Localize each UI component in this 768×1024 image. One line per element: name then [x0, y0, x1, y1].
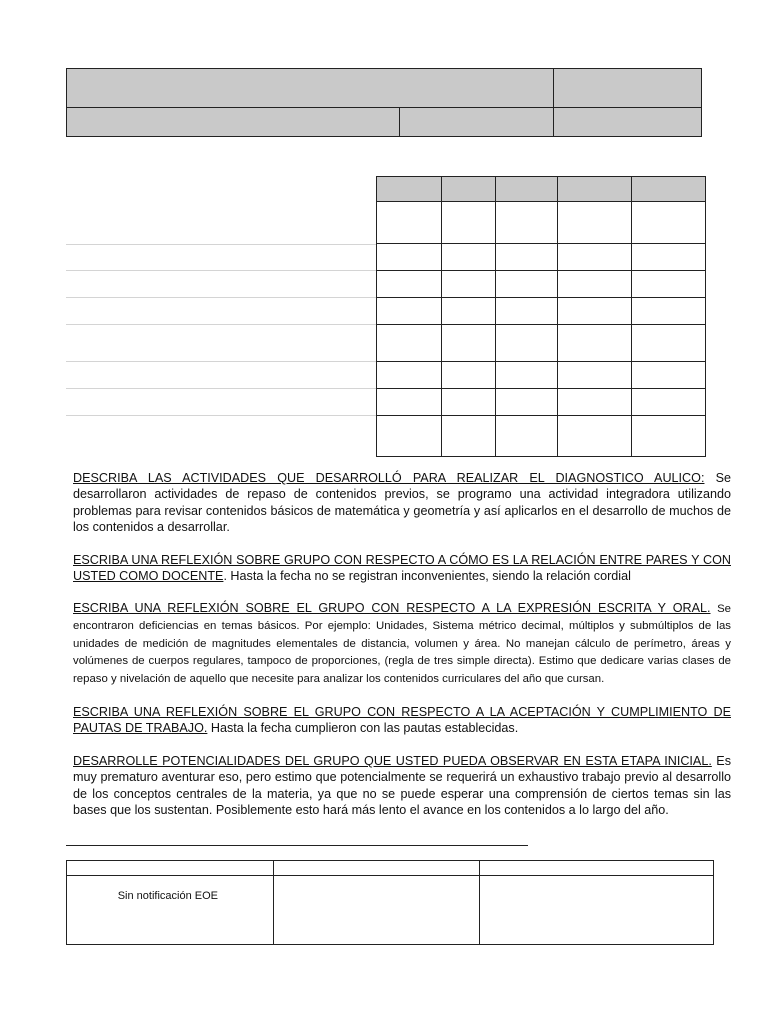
grid-row	[377, 298, 706, 325]
signature-line	[66, 845, 528, 846]
header-subcell-3	[553, 107, 702, 137]
grid-cell	[632, 416, 706, 457]
grid-cell	[558, 202, 632, 244]
answer-text: . Hasta la fecha no se registran inconvenientes, siendo la relación cordial	[223, 569, 631, 584]
row-line	[66, 297, 377, 298]
grid-cell	[632, 177, 706, 202]
grid-row	[377, 202, 706, 244]
grid-cell	[377, 298, 442, 325]
footer-cell	[273, 876, 480, 945]
evaluation-grid	[376, 176, 706, 457]
grid-cell	[441, 325, 495, 362]
paragraph-guidelines	[73, 704, 731, 737]
footer-cell	[67, 861, 274, 876]
footer-table	[66, 860, 714, 945]
row-line	[66, 388, 377, 389]
header-subcell-2	[399, 107, 554, 137]
grid-cell	[377, 202, 442, 244]
answer-text: Es muy prematuro aventurar eso, pero estimo que potencialmente se requerirá un exhaustivo trabajo previo al desarrollo de los conceptos centrales de la materia, ya que no se puede esperar una comprensión de ciertos temas sin las bases que los sustentan. Posiblemente esto hará más lento el avance en los contenidos a lo largo del año.	[73, 754, 731, 818]
grid-cell	[632, 202, 706, 244]
grid-cell	[377, 271, 442, 298]
grid-cell	[632, 362, 706, 389]
grid-cell	[377, 389, 442, 416]
grid-header-row	[377, 177, 706, 202]
grid-cell	[441, 177, 495, 202]
header-subcell-1	[66, 107, 400, 137]
grid-cell	[441, 271, 495, 298]
grid-cell	[632, 389, 706, 416]
footer-cell	[273, 861, 480, 876]
grid-cell	[495, 298, 558, 325]
grid-cell	[558, 177, 632, 202]
grid-cell	[495, 177, 558, 202]
question-text: ESCRIBA UNA REFLEXIÓN SOBRE GRUPO CON RESPECTO A CÓMO ES LA RELACIÓN ENTRE PARES Y CON USTED COMO DOCENTE	[73, 553, 731, 584]
grid-cell	[558, 362, 632, 389]
grid-cell	[441, 362, 495, 389]
footer-cell	[480, 861, 714, 876]
answer-text: Se encontraron deficiencias en temas básicos. Por ejemplo: Unidades, Sistema métrico decimal, múltiplos y submúltiplos de las unidades de medición de magnitudes elementales de distancia, volumen y área. No manejan cálculo de perímetro, áreas y volúmenes de cuerpos regulares, tampoco de proporciones, (regla de tres simple directa). Estimo que dedicare varias clases de repaso y nivelación de aquello que necesite para analizar los contenidos curriculares del año que cursan.	[73, 603, 731, 685]
grid-cell	[377, 177, 442, 202]
footer-body-row	[67, 876, 714, 945]
grid-cell	[495, 416, 558, 457]
paragraph-potential	[73, 753, 731, 819]
row-line	[66, 415, 377, 416]
eoe-note	[67, 876, 274, 945]
grid-cell	[495, 389, 558, 416]
paragraph-relationships	[73, 552, 731, 585]
grid-cell	[377, 325, 442, 362]
grid-cell	[632, 298, 706, 325]
paragraph-activities	[73, 470, 731, 536]
paragraph-expression	[73, 600, 731, 688]
grid-cell	[558, 416, 632, 457]
grid-cell	[377, 244, 442, 271]
grid-row	[377, 325, 706, 362]
grid-cell	[558, 271, 632, 298]
grid-cell	[441, 298, 495, 325]
footer-header-row	[67, 861, 714, 876]
footer-cell	[480, 876, 714, 945]
grid-cell	[377, 362, 442, 389]
grid-row	[377, 389, 706, 416]
row-line	[66, 244, 377, 245]
question-text: ESCRIBA UNA REFLEXIÓN SOBRE EL GRUPO CON RESPECTO A LA ACEPTACIÓN Y CUMPLIMIENTO DE PAUTAS DE TRABAJO.	[73, 705, 731, 736]
grid-cell	[495, 271, 558, 298]
grid-cell	[441, 202, 495, 244]
question-text: DESARROLLE POTENCIALIDADES DEL GRUPO QUE USTED PUEDA OBSERVAR EN ESTA ETAPA INICIAL.	[73, 754, 712, 768]
grid-cell	[632, 271, 706, 298]
grid-row	[377, 362, 706, 389]
grid-cell	[495, 325, 558, 362]
grid-cell	[441, 389, 495, 416]
grid-cell	[632, 244, 706, 271]
question-text: ESCRIBA UNA REFLEXIÓN SOBRE EL GRUPO CON RESPECTO A LA EXPRESIÓN ESCRITA Y ORAL.	[73, 601, 711, 615]
grid-cell	[558, 325, 632, 362]
grid-row	[377, 416, 706, 457]
grid-cell	[495, 362, 558, 389]
grid-cell	[495, 202, 558, 244]
grid-cell	[377, 416, 442, 457]
eoe-note-text: Sin notificación EOE	[117, 890, 218, 902]
answer-text: Hasta la fecha cumplieron con las pautas establecidas.	[210, 721, 519, 736]
header-right-cell	[553, 68, 702, 108]
row-line	[66, 361, 377, 362]
grid-cell	[558, 244, 632, 271]
header-title-cell	[66, 68, 554, 108]
grid-cell	[558, 389, 632, 416]
grid-cell	[632, 325, 706, 362]
row-line	[66, 324, 377, 325]
grid-cell	[441, 244, 495, 271]
answer-text: Se desarrollaron actividades de repaso de contenidos previos, se programo una actividad integradora utilizando problemas para revisar contenidos básicos de matemática y geometría y así aplicarlos en el desarrollo de muchos de los contenidos a desarrollar.	[73, 471, 731, 535]
question-text: DESCRIBA LAS ACTIVIDADES QUE DESARROLLÓ PARA REALIZAR EL DIAGNOSTICO AULICO:	[73, 471, 705, 485]
grid-row	[377, 271, 706, 298]
grid-row	[377, 244, 706, 271]
grid-cell	[495, 244, 558, 271]
grid-cell	[441, 416, 495, 457]
grid-cell	[558, 298, 632, 325]
row-line	[66, 270, 377, 271]
header-block	[66, 68, 701, 136]
